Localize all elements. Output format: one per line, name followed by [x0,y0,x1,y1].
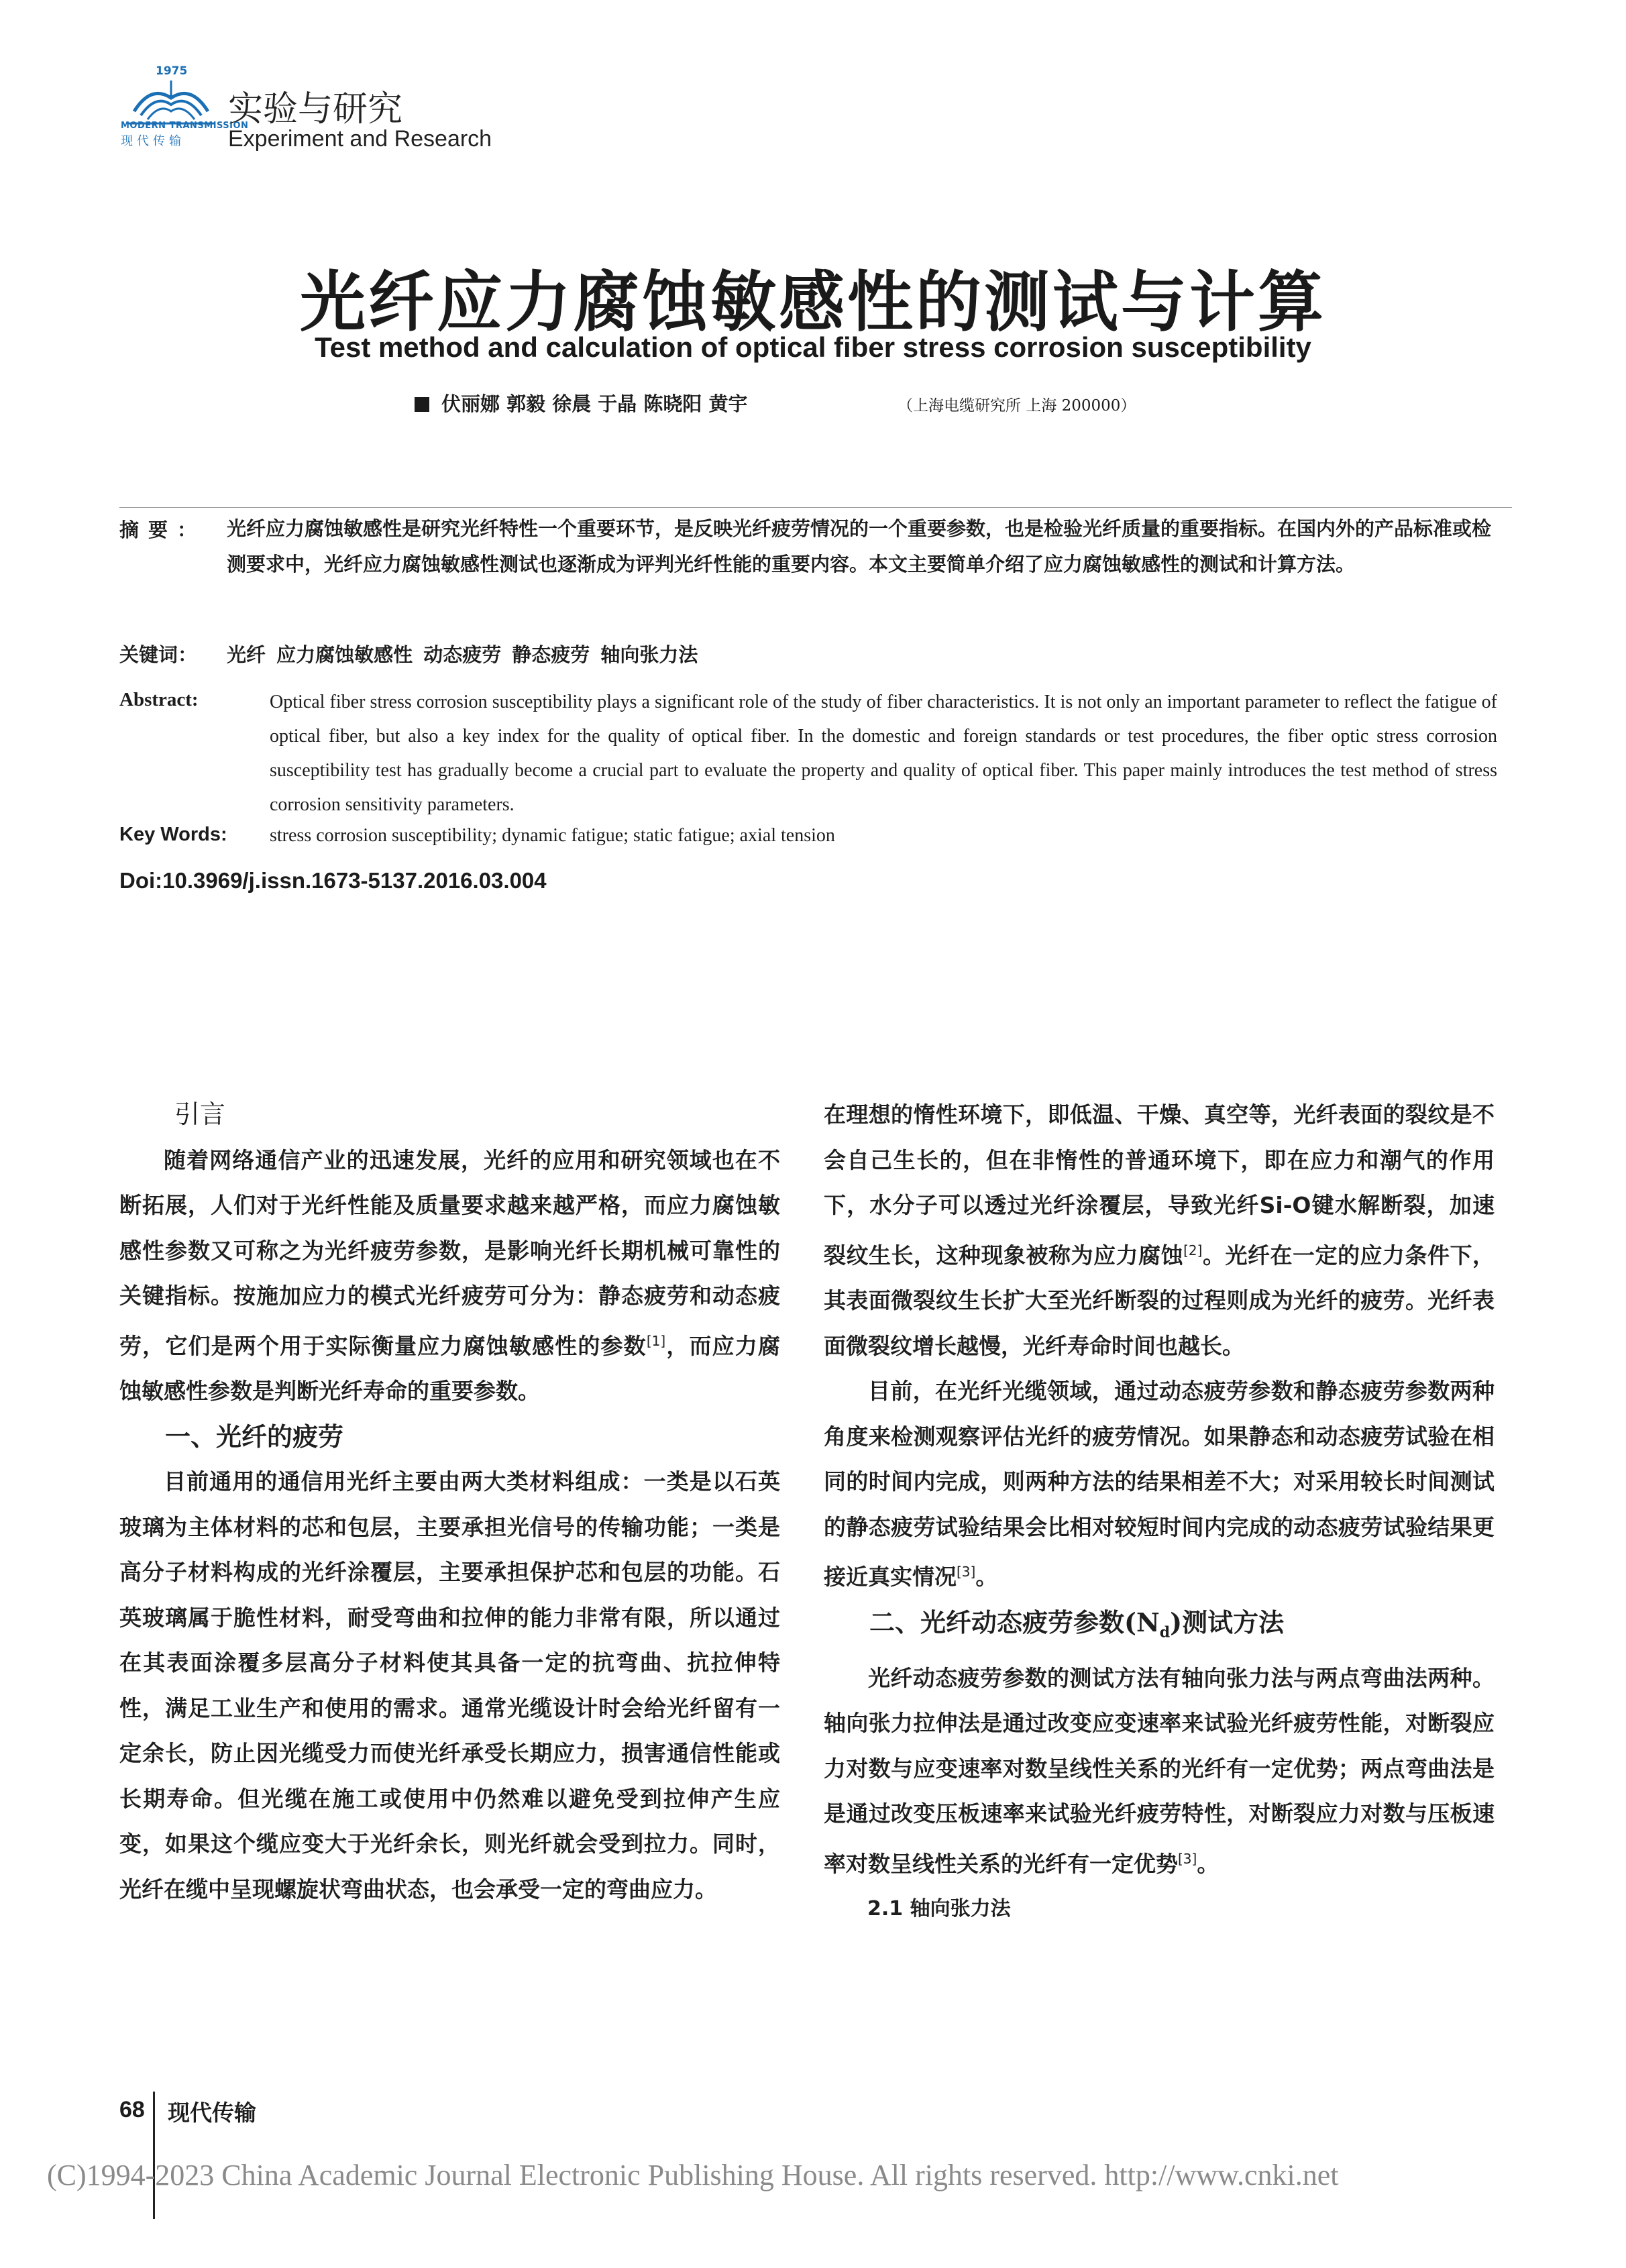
article-title-en: Test method and calculation of optical fiber stress corrosion susceptibility [315,331,1311,363]
intro-heading: 引言 [174,1099,226,1129]
body-right-column [824,1092,1495,1932]
section-title-en: Experiment and Research [228,126,492,152]
abstract-divider [119,507,1512,508]
intro-paragraph-tail: ，而应力腐蚀敏感性参数是判断光纤寿命的重要参数。 [119,1332,781,1404]
keywords-cn-text: 光纤 应力腐蚀敏感性 动态疲劳 静态疲劳 轴向张力法 [227,643,698,666]
authors-text: 伏丽娜 郭毅 徐晨 于晶 陈晓阳 黄宇 [441,392,748,415]
logo-brand-en: MODERN TRANSMISSION [121,121,249,131]
keywords-cn-label: 关键词： [119,643,198,666]
intro-paragraph-text: 随着网络通信产业的迅速发展，光纤的应用和研究领域也在不断拓展，人们对于光纤性能及质量要求越来越严格，而应力腐蚀敏感性参数又可称之为光纤疲劳参数，是影响光纤长期机械可靠性的关键指标。按施加应力的模式光纤疲劳可分为：静态疲劳和动态疲劳，它们是两个用于实际衡量应力腐蚀敏感性的参数 [119,1146,780,1359]
affiliation: （上海电缆研究所 上海 200000） [898,397,1136,415]
abstract-cn-label: 摘要： [119,519,207,541]
section-2-paragraph-tail: 。 [1197,1850,1220,1877]
author-list [415,389,747,417]
section-2-heading-a: 二、光纤动态疲劳参数(N [869,1607,1160,1637]
citation: [3] [957,1564,976,1580]
body-left-column [119,1092,780,1912]
logo-brand-cn: 现代传输 [121,134,185,148]
section-1-paragraph: 目前通用的通信用光纤主要由两大类材料组成：一类是以石英玻璃为主体材料的芯和包层，主要承担光信号的传输功能；一类是高分子材料构成的光纤涂覆层，主要承担保护芯和包层的功能。石英玻璃属于脆性材料，耐受弯曲和拉伸的能力非常有限，所以通过在其表面涂覆多层高分子材料使其具备一定的抗弯曲、抗拉伸特性，满足工业生产和使用的需求。通常光缆设计时会给光纤留有一定余长，防止因光缆受力而使光纤承受长期应力，损害通信性能或长期寿命。但光缆在施工或使用中仍然难以避免受到拉伸产生应变，如果这个缆应变大于光纤余长，则光纤就会受到拉力。同时，光纤在缆中呈现螺旋状弯曲状态，也会承受一定的弯曲应力。 [119,1468,780,1902]
subsection-2-1-heading: 2.1 轴向张力法 [867,1897,1011,1921]
intro-paragraph [119,1138,780,1414]
article-title-cn: 光纤应力腐蚀敏感性的测试与计算 [299,264,1326,341]
right-paragraph-1 [824,1092,1495,1368]
copyright-watermark: (C)1994-2023 China Academic Journal Electronic Publishing House. All rights reserved. http://www.cnki.net [47,2159,1339,2192]
bullet-square-icon [415,397,429,412]
doi: Doi:10.3969/j.issn.1673-5137.2016.03.004 [119,868,547,893]
right-paragraph-1-tail: 。光纤在一定的应力条件下，其表面微裂纹生长扩大至光纤断裂的过程则成为光纤的疲劳。光纤表面微裂纹增长越慢，光纤寿命时间也越长。 [824,1242,1495,1359]
right-paragraph-2 [824,1368,1495,1600]
footer-divider [153,2092,155,2219]
citation: [1] [646,1332,666,1349]
right-paragraph-2-text: 目前，在光纤光缆领域，通过动态疲劳参数和静态疲劳参数两种角度来检测观察评估光纤的疲劳情况。如果静态和动态疲劳试验在相同的时间内完成，则两种方法的结果相差不大；对采用较长时间测试的静态疲劳试验结果会比相对较短时间内完成的动态疲劳试验结果更接近真实情况 [824,1378,1495,1590]
journal-logo [121,64,249,152]
section-2-heading [824,1600,1495,1656]
logo-year: 1975 [156,64,188,78]
citation: [2] [1183,1242,1203,1258]
keywords-en-label: Key Words: [119,824,227,845]
keywords-en-text: stress corrosion susceptibility; dynamic fatigue; static fatigue; axial tension [270,825,835,846]
journal-name: 现代传输 [168,2100,256,2126]
section-2-paragraph [824,1656,1495,1887]
book-wave-icon [121,71,221,127]
page-number: 68 [119,2097,145,2122]
right-paragraph-2-tail: 。 [975,1564,998,1590]
right-paragraph-1-text: 在理想的惰性环境下，即低温、干燥、真空等，光纤表面的裂纹是不会自己生长的，但在非惰性的普通环境下，即在应力和潮气的作用下，水分子可以透过光纤涂覆层，导致光纤Si-O键水解断裂，加速裂纹生长，这种现象被称为应力腐蚀 [824,1101,1495,1268]
section-2-heading-b: )测试方法 [1170,1607,1285,1637]
citation: [3] [1178,1850,1197,1867]
section-2-heading-sub: d [1159,1623,1171,1641]
section-title-cn: 实验与研究 [228,89,403,129]
section-2-paragraph-text: 光纤动态疲劳参数的测试方法有轴向张力法与两点弯曲法两种。轴向张力拉伸法是通过改变应变速率来试验光纤疲劳性能，对断裂应力对数与应变速率对数呈线性关系的光纤有一定优势；两点弯曲法是是通过改变压板速率来试验光纤疲劳特性，对断裂应力对数与压板速率对数呈线性关系的光纤有一定优势 [824,1664,1495,1877]
abstract-cn-text: 光纤应力腐蚀敏感性是研究光纤特性一个重要环节，是反映光纤疲劳情况的一个重要参数，也是检验光纤质量的重要指标。在国内外的产品标准或检测要求中，光纤应力腐蚀敏感性测试也逐渐成为评判光纤性能的重要内容。本文主要简单介绍了应力腐蚀敏感性的测试和计算方法。 [227,517,1492,576]
section-1-heading: 一、光纤的疲劳 [165,1421,344,1452]
abstract-en-label: Abstract: [119,689,199,710]
abstract-en-text: Optical fiber stress corrosion susceptibility plays a significant role of the study of fiber characteristics. It is not only an important parameter to reflect the fatigue of optical fiber, but also a key index for the quality of optical fiber. In the domestic and foreign standards or test procedures, the fiber optic stress corrosion susceptibility test has gradually become a crucial part to evaluate the property and quality of optical fiber. This paper mainly introduces the test method of stress corrosion sensitivity parameters. [270,692,1497,815]
